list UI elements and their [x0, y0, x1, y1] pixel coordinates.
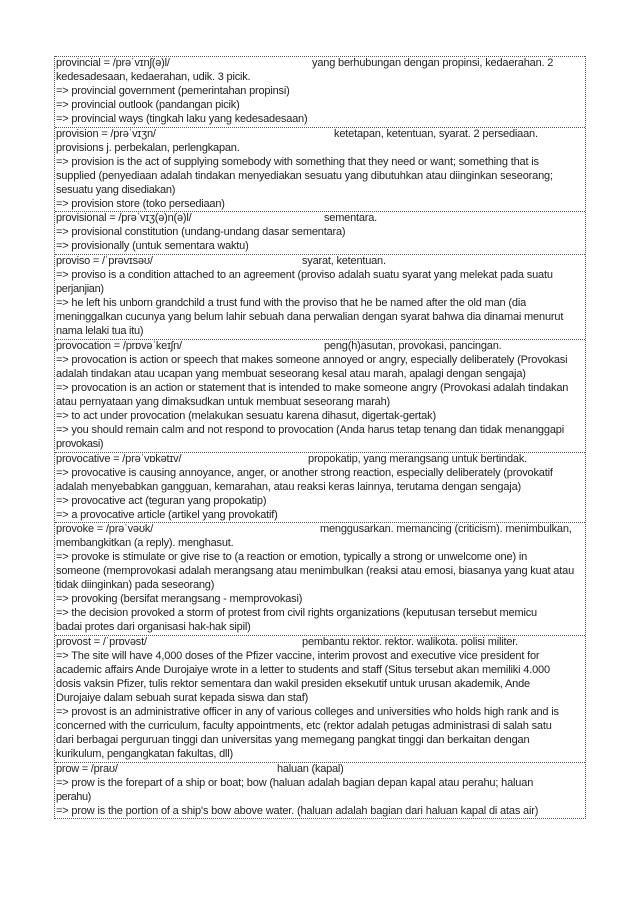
entry-text-line [55, 579, 585, 593]
line-text: sesuatu yang disediakan) [56, 183, 176, 196]
entry-text-line [55, 607, 585, 621]
entry-text-line [55, 99, 585, 113]
dictionary-entry [55, 254, 585, 339]
entry-text-line [55, 354, 585, 368]
entry-headword-line [55, 523, 585, 537]
line-text: membangkitkan (a reply). menghasut. [56, 537, 234, 550]
entry-text-line [55, 283, 585, 297]
headword-pronunciation: provincial = /prəˈvɪnʃ(ə)l/ [56, 57, 170, 69]
line-text: => provoke is stimulate or give rise to (a reaction or emotion, typically a strong or unwelcome one) in [56, 551, 528, 564]
dictionary-entry [55, 56, 585, 127]
entry-text-line [55, 495, 585, 509]
entry-text-line [55, 706, 585, 720]
entry-text-line [55, 85, 585, 99]
dictionary-entry [55, 522, 585, 635]
entry-text-line [55, 621, 585, 635]
dictionary-entry [55, 127, 585, 212]
dictionary-entry [55, 339, 585, 452]
line-text: => provincial government (pemerintahan propinsi) [56, 84, 290, 97]
headword-definition: sementara. [324, 212, 378, 225]
entry-text-line [55, 664, 585, 678]
entry-headword-line [55, 453, 585, 467]
headword-pronunciation: provoke = /prəˈvəʊk/ [56, 523, 154, 536]
line-text: kedesadesaan, kedaerahan, udik. 3 picik. [56, 70, 251, 83]
line-text: => provincial outlook (pandangan picik) [56, 98, 240, 111]
entry-text-line [55, 297, 585, 311]
line-text: perahu) [56, 790, 91, 803]
entry-text-line [55, 156, 585, 170]
headword-definition: ketetapan, ketentuan, syarat. 2 persediaan. [334, 127, 538, 140]
entry-text-line [55, 142, 585, 156]
entry-text-line [55, 551, 585, 565]
entry-text-line [55, 198, 585, 212]
line-text: adalah tindakan atau ucapan yang membuat seseorang kesal atau marah, apalagi dengan sengaja) [56, 367, 526, 380]
entry-headword-line [55, 340, 585, 354]
entry-text-line [55, 113, 585, 127]
entry-text-line [55, 240, 585, 254]
entry-text-line [55, 748, 585, 762]
entry-text-line [55, 368, 585, 382]
entry-text-line [55, 650, 585, 664]
line-text: => provocation is an action or statement that is intended to make someone angry (Provokasi adalah tindakan [56, 381, 569, 394]
entry-text-line [55, 537, 585, 551]
line-text: tidak diinginkan) pada seseorang) [56, 579, 215, 592]
headword-pronunciation: provocative = /prəˈvɒkətɪv/ [56, 452, 182, 465]
entry-text-line [55, 565, 585, 579]
headword-pronunciation: prow = /praʊ/ [56, 762, 118, 775]
line-text: => provision is the act of supplying somebody with something that they need or want; something that is [56, 155, 539, 168]
entry-text-line [55, 467, 585, 481]
entry-text-line [55, 382, 585, 396]
headword-definition: peng(h)asutan, provokasi, pancingan. [324, 340, 502, 353]
dictionary-entry [55, 452, 585, 523]
headword-pronunciation: provisional = /prəˈvɪʒ(ə)n(ə)l/ [56, 212, 192, 225]
dictionary-entry [55, 762, 585, 819]
entry-text-line [55, 509, 585, 523]
line-text: => The site will have 4,000 doses of the Pfizer vaccine, interim provost and executive vice president for [56, 650, 540, 663]
dictionary-entry [55, 635, 585, 762]
headword-pronunciation: proviso = /ˈprəvɪsəʊ/ [56, 255, 153, 268]
line-text: => provisional constitution (undang-undang dasar sementara) [56, 226, 346, 239]
line-text: => provocative act (teguran yang propokatip) [56, 494, 267, 507]
line-text: kurikulum, pengangkatan fakultas, dll) [56, 747, 233, 760]
headword-definition: syarat, ketentuan. [302, 255, 386, 268]
line-text: dari berbagai perguruan tinggi dan universitas yang memegang pangkat tinggi dan berkaitan dengan [56, 733, 530, 746]
line-text: => provost is an administrative officer in any of various colleges and universities who holds high rank and is [56, 705, 559, 718]
line-text: => provincial ways (tingkah laku yang kedesadesaan) [56, 112, 308, 125]
entry-text-line [55, 269, 585, 283]
line-text: => proviso is a condition attached to an agreement (proviso adalah suatu syarat yang melekat pada suatu [56, 269, 553, 282]
headword-definition: menggusarkan. memancing (criticism). menimbulkan, [320, 523, 572, 536]
line-text: concerned with the curriculum, faculty appointments, etc (rektor adalah petugas administrasi di salah satu [56, 719, 552, 732]
line-text: => the decision provoked a storm of protest from civil rights organizations (keputusan tersebut memicu [56, 607, 537, 620]
entry-text-line [55, 311, 585, 325]
line-text: => provisionally (untuk sementara waktu) [56, 240, 249, 253]
entry-headword-line [55, 255, 585, 269]
entry-text-line [55, 410, 585, 424]
line-text: => prow is the forepart of a ship or boat; bow (haluan adalah bagian depan kapal atau perahu; haluan [56, 776, 534, 789]
entry-text-line [55, 678, 585, 692]
line-text: => to act under provocation (melakukan sesuatu karena dihasut, digertak-gertak) [56, 409, 436, 422]
line-text: => a provocative article (artikel yang provokatif) [56, 508, 278, 521]
line-text: perjanjian) [56, 283, 104, 296]
entry-headword-line [55, 636, 585, 650]
headword-pronunciation: provocation = /prɒvəˈkeɪʃn/ [56, 340, 182, 353]
entry-text-line [55, 184, 585, 198]
entry-headword-line [55, 57, 585, 71]
dictionary-document [54, 56, 586, 819]
headword-pronunciation: provision = /prəˈvɪʒn/ [56, 127, 156, 140]
entry-text-line [55, 777, 585, 791]
headword-definition: propokatip, yang merangsang untuk bertindak. [308, 452, 528, 465]
entry-text-line [55, 692, 585, 706]
entry-text-line [55, 720, 585, 734]
line-text: meninggalkan cucunya yang belum lahir sebuah dana perwalian dengan syarat bahwa dia dinamai menurut [56, 311, 564, 324]
entry-text-line [55, 71, 585, 85]
entry-text-line [55, 424, 585, 438]
line-text: badai protes dari organisasi hak-hak sipil) [56, 621, 251, 634]
headword-definition: pembantu rektor. rektor. walikota. polisi militer. [302, 636, 519, 649]
entry-text-line [55, 593, 585, 607]
entry-text-line [55, 170, 585, 184]
line-text: nama lelaki tua itu) [56, 325, 144, 338]
line-text: provokasi) [56, 437, 104, 450]
entry-headword-line [55, 763, 585, 777]
entry-text-line [55, 481, 585, 495]
line-text: provisions j. perbekalan, perlengkapan. [56, 141, 240, 154]
line-text: academic affairs Ande Durojaiye wrote in a letter to students and staff (Situs tersebut akan memiliki 4.000 [56, 663, 550, 676]
line-text: Durojaiye dalam sebuah surat kepada siswa dan staf) [56, 691, 309, 704]
line-text: supplied (penyediaan adalah tindakan menyediakan sesuatu yang dibutuhkan atau diinginkan seseorang; [56, 169, 553, 182]
entry-headword-line [55, 212, 585, 226]
entry-headword-line [55, 128, 585, 142]
line-text: => he left his unborn grandchild a trust fund with the proviso that he be named after the old man (dia [56, 297, 527, 310]
line-text: someone (memprovokasi adalah merangsang atau menimbulkan (reaksi atau emosi, biasanya yang kuat atau [56, 565, 575, 578]
line-text: atau pernyataan yang dimaksudkan untuk membuat seseorang marah) [56, 395, 391, 408]
line-text: => provocation is action or speech that makes someone annoyed or angry, especially deliberately (Provokasi [56, 354, 568, 367]
line-text: => provoking (bersifat merangsang - memprovokasi) [56, 593, 303, 606]
headword-pronunciation: provost = /ˈprɒvəst/ [56, 636, 147, 649]
entry-text-line [55, 791, 585, 805]
entry-text-line [55, 226, 585, 240]
entry-text-line [55, 325, 585, 339]
line-text: => prow is the portion of a ship's bow above water. (haluan adalah bagian dari haluan kapal di atas air) [56, 804, 539, 817]
entry-text-line [55, 396, 585, 410]
line-text: dosis vaksin Pfizer, tulis rektor sementara dan wakil presiden eksekutif untuk urusan akademik, Ande [56, 677, 530, 690]
line-text: => provision store (toko persediaan) [56, 197, 225, 210]
entry-text-line [55, 734, 585, 748]
headword-definition: haluan (kapal) [277, 762, 344, 775]
line-text: => provocative is causing annoyance, anger, or another strong reaction, especially deliberately (provokatif [56, 466, 553, 479]
dictionary-entry [55, 211, 585, 254]
line-text: adalah menyebabkan gangguan, kemarahan, atau reaksi keras lainnya, terutama dengan sengaja) [56, 480, 522, 493]
entry-text-line [55, 805, 585, 819]
headword-definition: yang berhubungan dengan propinsi, kedaerahan. 2 [312, 57, 554, 69]
entry-text-line [55, 438, 585, 452]
line-text: => you should remain calm and not respond to provocation (Anda harus tetap tenang dan tidak menanggapi [56, 423, 564, 436]
